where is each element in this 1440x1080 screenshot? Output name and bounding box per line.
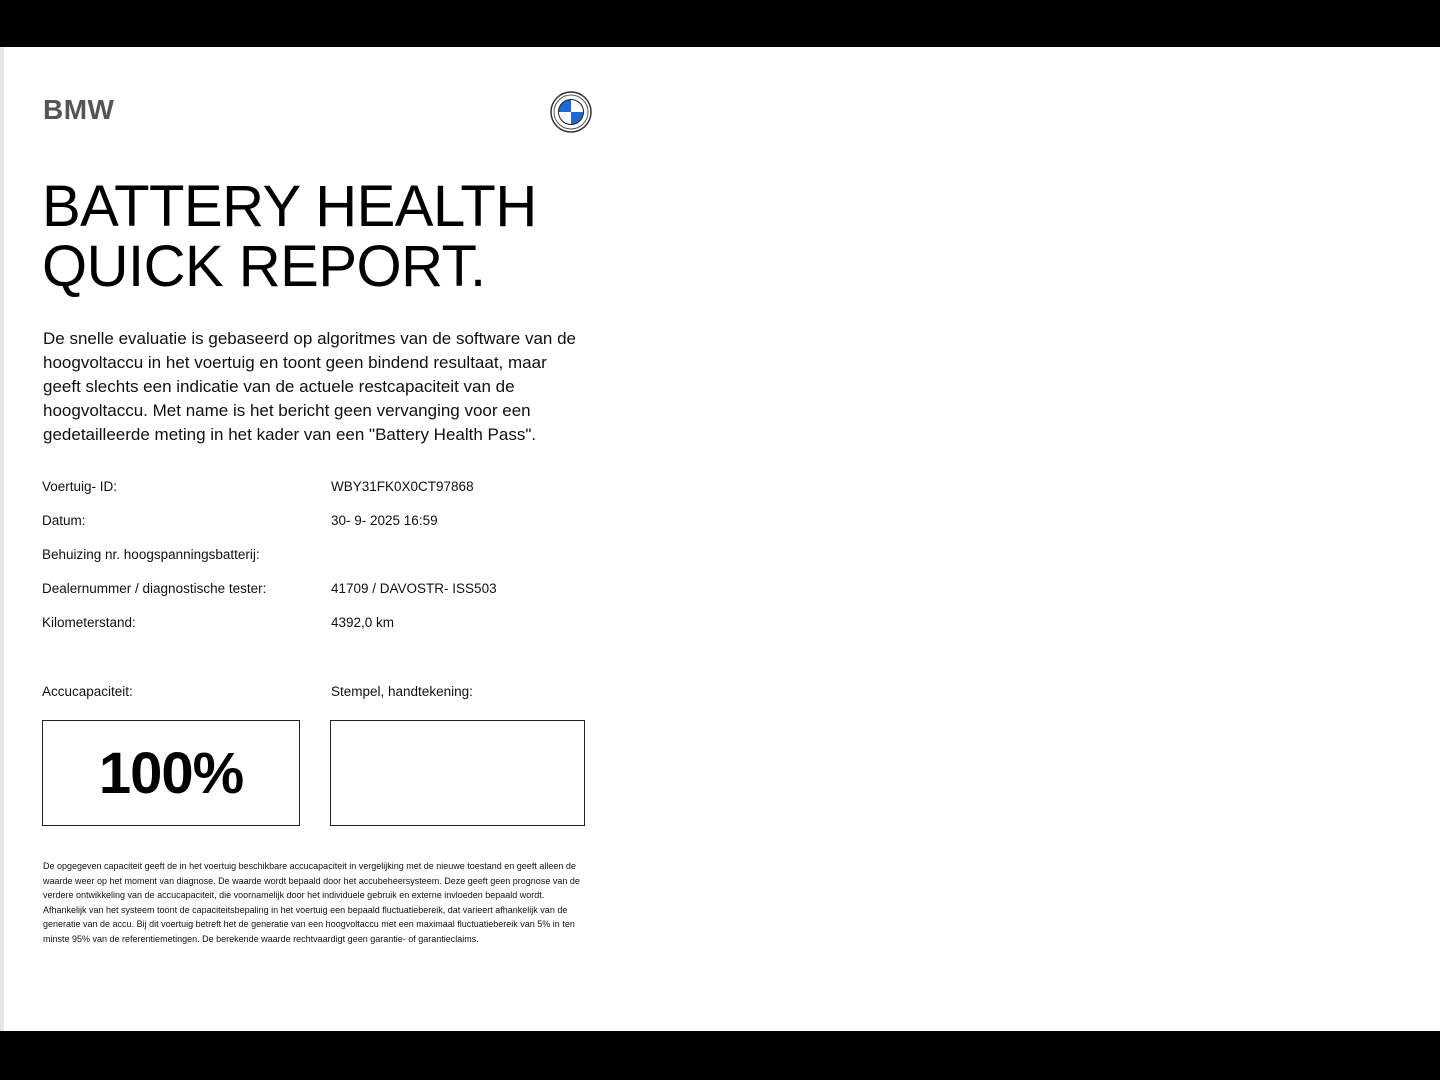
signature-box bbox=[330, 720, 585, 826]
capacity-value: 100% bbox=[98, 740, 244, 806]
info-label: Voertuig- ID: bbox=[42, 479, 118, 494]
top-letterbox-bar bbox=[0, 0, 1440, 47]
document-page bbox=[0, 47, 1440, 1031]
bottom-letterbox-bar bbox=[0, 1031, 1440, 1080]
info-value: 30- 9- 2025 16:59 bbox=[331, 513, 438, 528]
info-row-vehicle-id bbox=[42, 479, 602, 513]
info-label: Kilometerstand: bbox=[42, 615, 136, 630]
vehicle-info-table bbox=[42, 479, 602, 649]
info-row-mileage bbox=[42, 615, 602, 649]
info-row-battery-housing bbox=[42, 547, 602, 581]
info-label: Dealernummer / diagnostische tester: bbox=[42, 581, 267, 596]
info-label: Behuizing nr. hoogspanningsbatterij: bbox=[42, 547, 260, 562]
capacity-box bbox=[42, 720, 300, 826]
page-edge bbox=[0, 47, 4, 1031]
capacity-label: Accucapaciteit: bbox=[42, 684, 133, 699]
info-row-date bbox=[42, 513, 602, 547]
brand-wordmark: BMW bbox=[43, 94, 115, 125]
report-title-line-1: BATTERY HEALTH bbox=[42, 174, 537, 239]
bmw-roundel-icon bbox=[550, 90, 592, 134]
info-value: WBY31FK0X0CT97868 bbox=[331, 479, 474, 494]
disclaimer-text: De opgegeven capaciteit geeft de in het voertuig beschikbare accucapaciteit in vergelijking met de nieuwe toestand en geeft alleen de waarde weer op het moment van diagnose. De waarde wordt bepaald door het accubeheersysteem. Deze geeft geen prognose van de verdere ontwikkeling van de accucapaciteit, die voornamelijk door het individuele gebruik en externe invloeden bepaald wordt. Afhankelijk van het systeem toont de capaciteitsbepaling in het voertuig een bepaald fluctuatiebereik, dat varieert afhankelijk van de generatie van de accu. Bij dit voertuig betreft het de generatie van een hoogvoltaccu met een maximaal fluctuatiebereik van 5% in ten minste 95% van de referentiemetingen. De berekende waarde rechtvaardigt geen garantie- of garantieclaims. bbox=[43, 861, 580, 944]
intro-paragraph: De snelle evaluatie is gebaseerd op algoritmes van de software van de hoogvoltaccu in het voertuig en toont geen bindend resultaat, maar geeft slechts een indicatie van de actuele restcapaciteit van de hoogvoltaccu. Met name is het bericht geen vervanging voor een gedetailleerde meting in het kader van een "Battery Health Pass". bbox=[43, 329, 576, 444]
info-value: 41709 / DAVOSTR- ISS503 bbox=[331, 581, 497, 596]
report-title bbox=[42, 174, 537, 299]
report-title-line-2: QUICK REPORT. bbox=[42, 234, 486, 299]
info-label: Datum: bbox=[42, 513, 86, 528]
signature-label: Stempel, handtekening: bbox=[331, 684, 473, 699]
info-row-dealer bbox=[42, 581, 602, 615]
info-value: 4392,0 km bbox=[331, 615, 395, 630]
